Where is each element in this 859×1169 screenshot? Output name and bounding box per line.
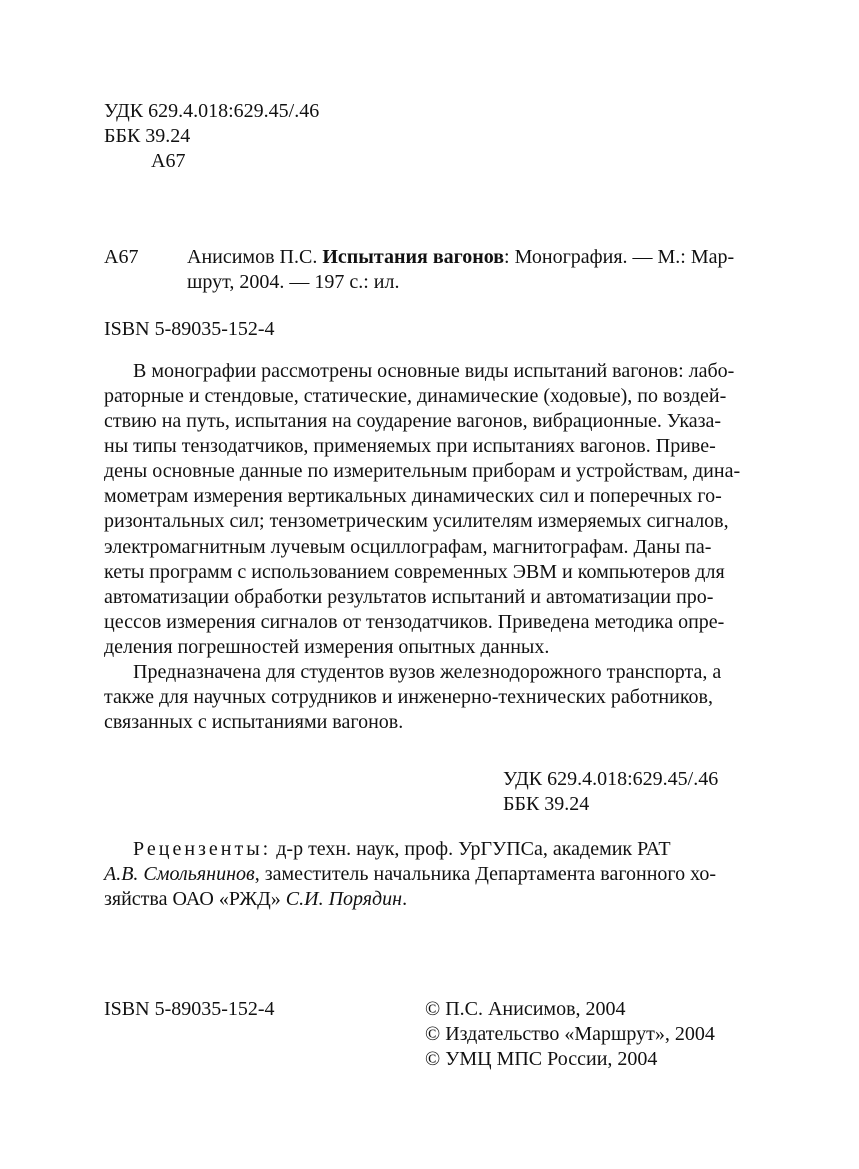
purpose-line: связанных с испытаниями вагонов. <box>104 711 404 733</box>
reviewers-line-1-rest: д-р техн. наук, проф. УрГУПСа, академик РАТ <box>276 838 671 860</box>
abstract-line: ны типы тензодатчиков, применяемых при испытаниях вагонов. Приве- <box>104 435 716 457</box>
isbn-footer: ISBN 5-89035-152-4 <box>104 998 275 1020</box>
abstract-line: мометрам измерения вертикальных динамических сил и поперечных го- <box>104 485 722 507</box>
reviewers-line-2-rest: , заместитель начальника Департамента вагонного хо- <box>254 863 717 885</box>
purpose-line: также для научных сотрудников и инженерно-технических работников, <box>104 686 713 708</box>
abstract-line: ризонтальных сил; тензометрическим усилителям измеряемых сигналов, <box>104 510 729 532</box>
reviewers-line-3-end: . <box>402 888 408 910</box>
bib-title: Испытания вагонов <box>322 246 505 268</box>
copyright-line: © УМЦ МПС России, 2004 <box>425 1048 658 1070</box>
abstract-line: ствию на путь, испытания на соударение вагонов, вибрационные. Указа- <box>104 410 722 432</box>
abstract-line: кеты программ с использованием современных ЭВМ и компьютеров для <box>104 561 725 583</box>
abstract-line: электромагнитным лучевым осциллографам, магнитографам. Даны па- <box>104 536 712 558</box>
abstract-line: деления погрешностей измерения опытных данных. <box>104 636 550 658</box>
abstract-line: цессов измерения сигналов от тензодатчиков. Приведена методика опре- <box>104 611 725 633</box>
reviewers-line-2 <box>104 861 716 887</box>
reviewers-line-1 <box>133 836 671 862</box>
copyright-line: © П.С. Анисимов, 2004 <box>425 998 626 1020</box>
author-mark-header: А67 <box>151 150 186 172</box>
abstract-line: В монографии рассмотрены основные виды испытаний вагонов: лабо- <box>133 360 735 382</box>
copyright-line: © Издательство «Маршрут», 2004 <box>425 1023 715 1045</box>
reviewer-name-2: С.И. Порядин <box>285 888 403 910</box>
abstract-line: автоматизации обработки результатов испытаний и автоматизации про- <box>104 586 714 608</box>
reviewers-line-3-start: зяйства ОАО «РЖД» <box>104 888 281 910</box>
purpose-line: Предназначена для студентов вузов железнодорожного транспорта, а <box>133 661 722 683</box>
reviewers-label: Рецензенты: <box>133 838 272 860</box>
bib-line-1-rest: : Монография. — М.: Мар- <box>504 246 735 268</box>
bbk-index: ББК 39.24 <box>503 793 590 815</box>
abstract-line: дены основные данные по измерительным приборам и устройствам, дина- <box>104 460 741 482</box>
bbk-header: ББК 39.24 <box>104 125 191 147</box>
abstract-line: раторные и стендовые, статические, динамические (ходовые), по воздей- <box>104 385 727 407</box>
bib-line-1 <box>187 244 734 270</box>
reviewers-line-3 <box>104 886 407 912</box>
udk-index: УДК 629.4.018:629.45/.46 <box>503 768 719 790</box>
isbn-top: ISBN 5-89035-152-4 <box>104 318 275 340</box>
reviewer-name-1: А.В. Смольянинов <box>104 863 255 885</box>
bib-line-2: шрут, 2004. — 197 с.: ил. <box>187 271 400 293</box>
bib-mark: А67 <box>104 246 139 268</box>
udk-header: УДК 629.4.018:629.45/.46 <box>104 100 320 122</box>
bib-author: Анисимов П.С. <box>187 246 318 268</box>
